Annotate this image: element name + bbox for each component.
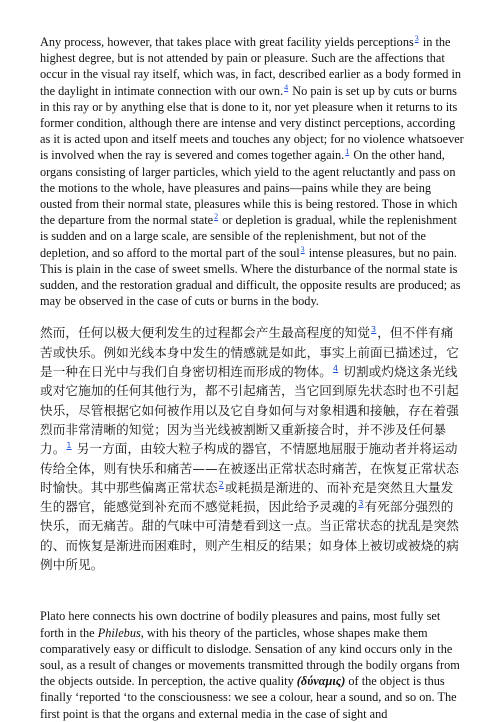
text-segment: No pain is set up by cuts or burns in this ray or by anything else that is done to it, nor yet pleasure when it returns to its former condition, although there are intense and very distinct perceptions, according as it is acted upon and itself meets and touches any object; for no violence whatsoever is involved when the ray is severed and comes together again. <box>40 83 464 163</box>
text-segment: in the highest degree, but is not attended by pain or pleasure. Such are the affections that occur in the visual ray itself, which was, in fact, described earlier as a body formed in the daylight in intimate connection with our own. <box>40 35 462 98</box>
greek-term: (δύναμις) <box>296 674 346 689</box>
footnote-link[interactable]: 1 <box>345 147 350 157</box>
footnote-link[interactable]: 4 <box>284 82 289 92</box>
document-page <box>40 34 464 722</box>
footnote-link[interactable]: 3 <box>414 33 419 43</box>
english-paragraph-2 <box>40 608 464 721</box>
text-segment: Any process, however, that takes place with great facility yields perceptions <box>40 35 414 49</box>
text-segment: 有死部分强烈的快乐，而无痛苦。甜的气味中可清楚看到这一点。当正常状态的扰乱是突然的、而恢复是渐进而困难时，则产生相反的结果；如身体上被切或被烧的病例中所见。 <box>40 499 459 573</box>
footnote-link[interactable]: 3 <box>358 498 364 508</box>
english-paragraph-1 <box>40 34 464 309</box>
text-segment: 或耗损是渐进的、而补充是突然且大量发生的器官，能感觉到补充而不感觉耗损，因此给予灵魂的 <box>40 479 454 515</box>
chinese-paragraph <box>40 323 464 574</box>
text-segment: Plato here connects his own doctrine of bodily pleasures and pains, most fully set forth in the <box>40 609 441 640</box>
text-segment: , with his theory of the particles, whose shapes make them comparatively easy or difficult to dislodge. Sensation of any kind occurs only in the soul, as a result of changes or movements transmitted through the bodily organs from the objects outside. In perception, the active quality <box>40 625 460 689</box>
text-segment: 切割或灼烧这条光线或对它施加的任何其他行为，都不引起痛苦，当它回到原先状态时也不引起快乐，尽管根据它如何被作用以及它自身如何与对象相遇和接触，存在着强烈而非常清晰的知觉；因为当光线被割断又重新接合时，并不涉及任何暴力。 <box>40 364 459 457</box>
footnote-link[interactable]: 4 <box>332 363 339 373</box>
footnote-link[interactable]: 3 <box>300 244 305 254</box>
text-segment: ，但不伴有痛苦或快乐。例如光线本身中发生的情感就是如此，事实上前面已描述过，它是一种在日光中与我们自身密切相连而形成的物体。 <box>40 325 459 380</box>
footnote-link[interactable]: 1 <box>66 441 72 451</box>
work-title: Philebus <box>97 625 141 640</box>
text-segment: intense pleasures, but no pain. This is plain in the case of sweet smells. Where the disturbance of the normal state is sudden, and the restoration gradual and difficult, the opposite results are produced; as may be observed in the case of cuts or burns in the body. <box>40 245 461 309</box>
text-segment: of the object is thus finally ‘reported ‘to the consciousness: we see a colour, hear a sound, and so on. The first point is that the organs and external media in the case of sight and <box>40 674 457 721</box>
footnote-link[interactable]: 2 <box>214 212 219 222</box>
text-segment: On the other hand, organs consisting of larger particles, which yield to the agent reluctantly and pass on the motions to the whole, have pleasures and pains—pains while they are being ousted from their normal state, pleasures while this is being restored. Those in which the departure from the normal state <box>40 148 458 228</box>
text-segment: 然而，任何以极大便利发生的过程都会产生最高程度的知觉 <box>40 325 371 341</box>
footnote-link[interactable]: 2 <box>218 479 224 489</box>
text-segment: or depletion is gradual, while the replenishment is sudden and on a large scale, are sensible of the replenishment, but not of the depletion, and so afford to the mortal part of the soul <box>40 213 457 260</box>
footnote-link[interactable]: 3 <box>371 325 377 335</box>
text-segment: 另一方面，由较大粒子构成的器官，不情愿地屈服于施动者并将运动传给全体，则有快乐和痛苦——在被逐出正常状态时痛苦，在恢复正常状态时愉快。其中那些偏离正常状态 <box>40 441 459 495</box>
